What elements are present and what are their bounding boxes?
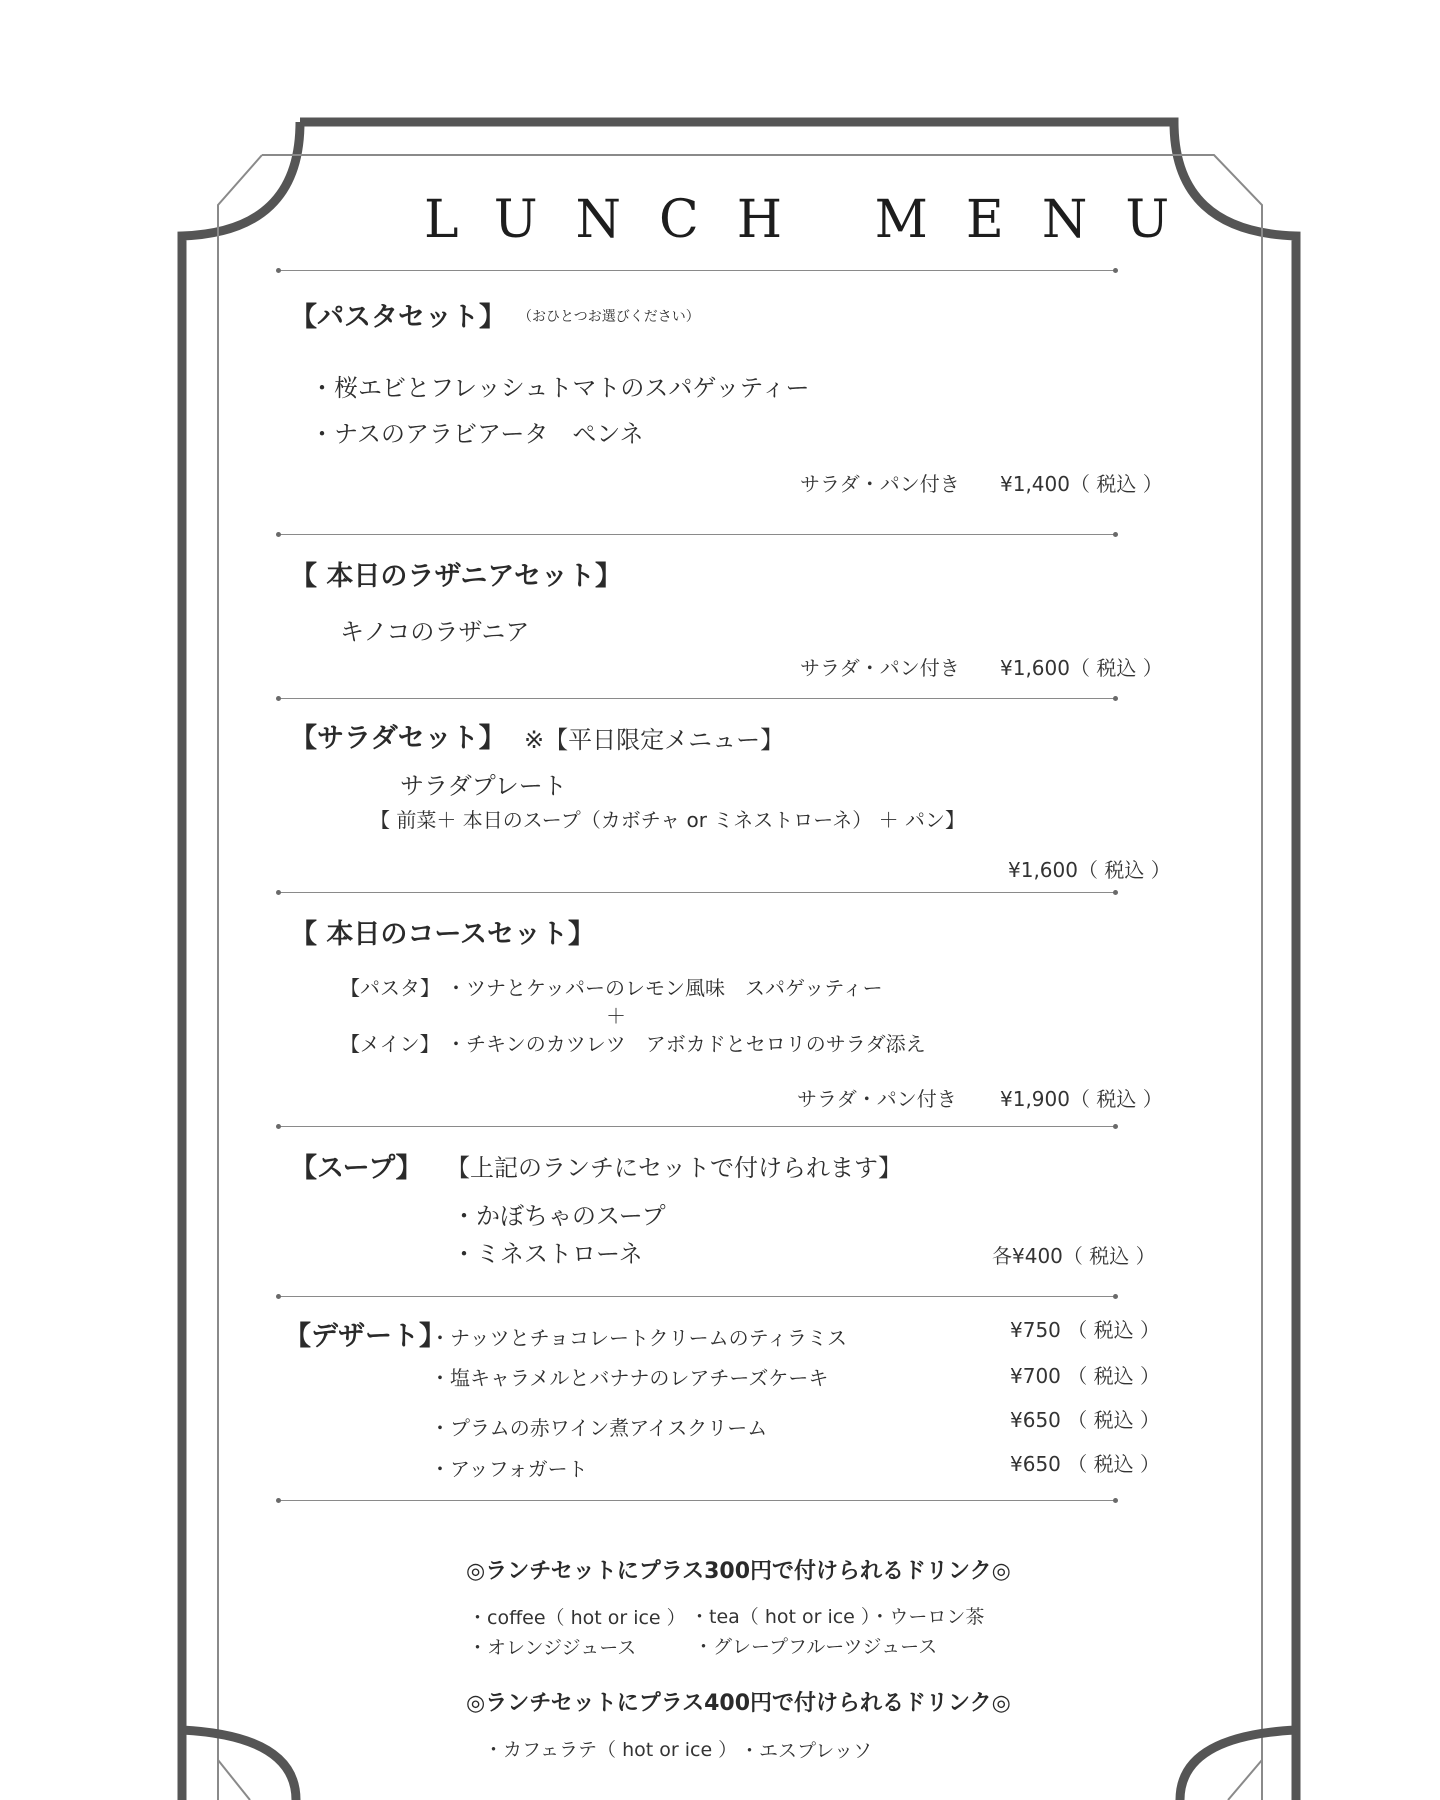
divider (278, 1296, 1116, 1297)
drinks300-heading: ◎ランチセットにプラス300円で付けられるドリンク◎ (466, 1559, 1011, 1584)
dessert-item: ・塩キャラメルとバナナのレアチーズケーキ (430, 1366, 829, 1390)
lasagna-price: ¥1,600（ 税込 ） (1000, 656, 1163, 680)
soup-price: 各¥400（ 税込 ） (992, 1244, 1156, 1268)
pasta-item: ・ナスのアラビアータ ペンネ (310, 420, 644, 448)
pasta-price: ¥1,400（ 税込 ） (1000, 472, 1163, 496)
dessert-item: ・アッフォガート (430, 1457, 588, 1481)
course-price: ¥1,900（ 税込 ） (1000, 1087, 1163, 1111)
soup-item: ・かぼちゃのスープ (452, 1202, 666, 1230)
course-pasta-label: 【パスタ】 (340, 976, 440, 1000)
drink-item: ・エスプレッソ (740, 1740, 873, 1762)
salad-price: ¥1,600（ 税込 ） (1008, 858, 1171, 882)
page-title: LUNCH MENU (424, 190, 1208, 250)
divider (278, 698, 1116, 699)
pasta-subnote: （おひとつお選びください） (518, 309, 700, 325)
dessert-price: ¥700 （ 税込 ） (1010, 1364, 1160, 1388)
drinks400-heading: ◎ランチセットにプラス400円で付けられるドリンク◎ (466, 1691, 1011, 1716)
course-pasta-item: ・ツナとケッパーのレモン風味 スパゲッティー (446, 976, 883, 1000)
dessert-price: ¥650 （ 税込 ） (1010, 1452, 1160, 1476)
pasta-includes: サラダ・パン付き (800, 472, 960, 496)
salad-weekday-note: ※【平日限定メニュー】 (524, 726, 785, 754)
course-includes: サラダ・パン付き (797, 1087, 957, 1111)
soup-note: 【上記のランチにセットで付けられます】 (446, 1154, 902, 1182)
dessert-price: ¥650 （ 税込 ） (1010, 1408, 1160, 1432)
divider (278, 1126, 1116, 1127)
dessert-item: ・プラムの赤ワイン煮アイスクリーム (430, 1416, 768, 1440)
pasta-heading: 【パスタセット】 (290, 302, 506, 333)
drink-item: ・tea（ hot or ice ）・ウーロン茶 (690, 1606, 985, 1628)
divider (278, 892, 1116, 893)
course-main-item: ・チキンのカツレツ アボカドとセロリのサラダ添え (446, 1032, 926, 1056)
dessert-heading: 【デザート】 (284, 1321, 446, 1352)
lasagna-item: キノコのラザニア (340, 618, 530, 646)
pasta-item: ・桜エビとフレッシュトマトのスパゲッティー (310, 374, 810, 402)
drink-item: ・オレンジジュース (468, 1637, 637, 1659)
course-main-label: 【メイン】 (340, 1032, 440, 1056)
lasagna-heading: 【 本日のラザニアセット】 (290, 561, 623, 592)
drink-item: ・coffee（ hot or ice ） (468, 1607, 686, 1629)
divider (278, 1500, 1116, 1501)
salad-item: サラダプレート (400, 772, 567, 800)
lasagna-includes: サラダ・パン付き (800, 656, 960, 680)
course-plus: ＋ (606, 1004, 626, 1028)
drink-item: ・カフェラテ（ hot or ice ） (484, 1739, 738, 1761)
soup-item: ・ミネストローネ (452, 1240, 643, 1268)
drink-item: ・グレープフルーツジュース (694, 1636, 938, 1658)
soup-heading: 【スープ】 (290, 1153, 423, 1184)
divider (278, 534, 1116, 535)
salad-detail: 【 前菜＋ 本日のスープ（カボチャ or ミネストローネ） ＋ パン】 (370, 808, 966, 832)
salad-heading: 【サラダセット】 (290, 723, 506, 754)
divider (278, 270, 1116, 271)
dessert-item: ・ナッツとチョコレートクリームのティラミス (430, 1326, 847, 1350)
dessert-price: ¥750 （ 税込 ） (1010, 1318, 1160, 1342)
course-heading: 【 本日のコースセット】 (290, 919, 596, 950)
